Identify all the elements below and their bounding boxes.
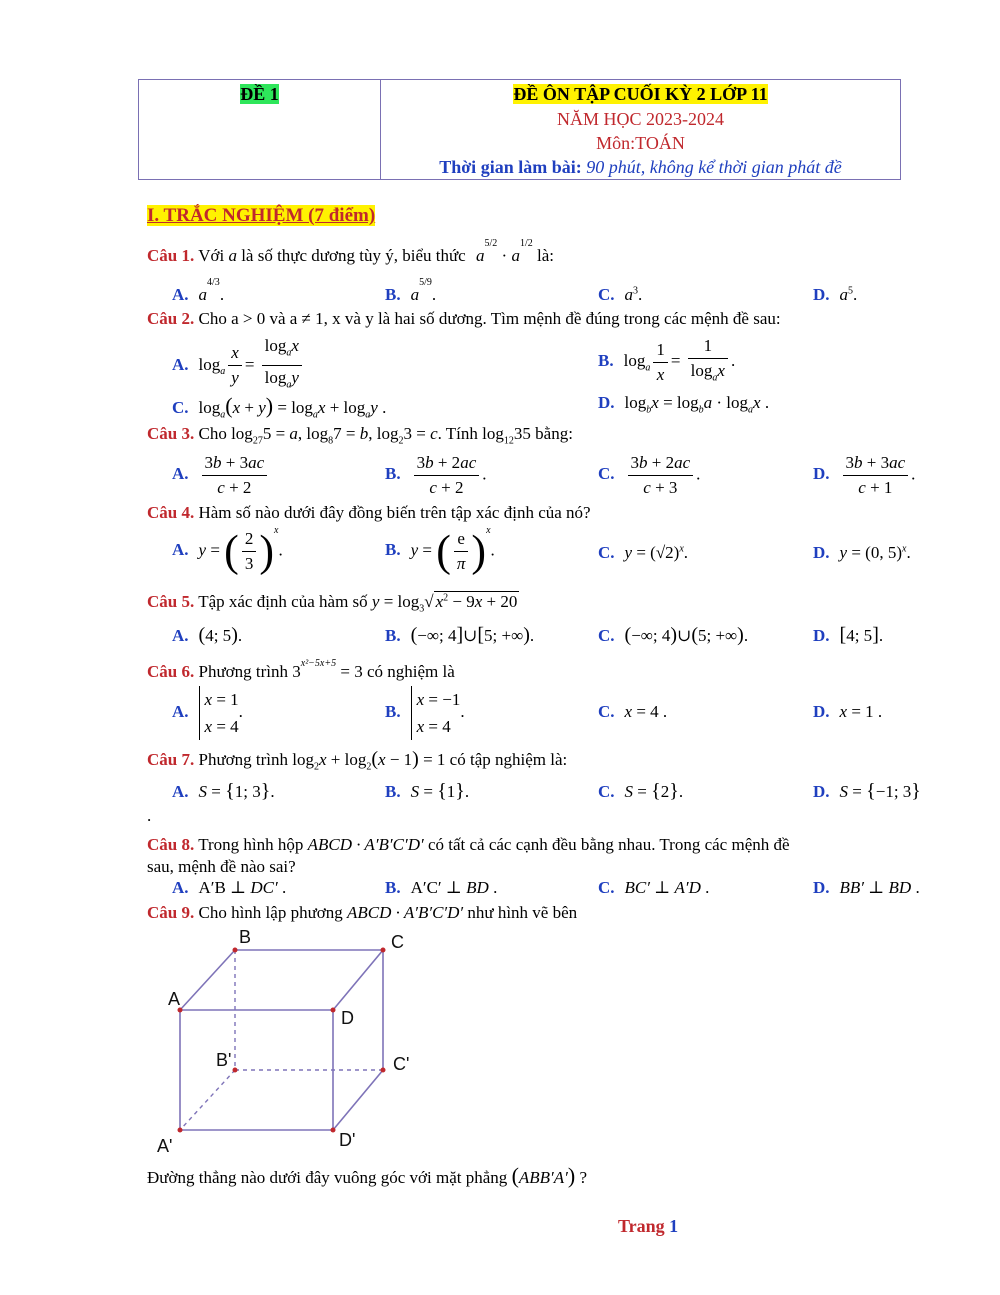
cube-edge-cd bbox=[333, 950, 383, 1010]
q8-option-c[interactable]: C. BC′ ⊥ A′D . bbox=[598, 878, 710, 897]
vertex-a-label: A bbox=[168, 989, 181, 1009]
cube-edge-a1b1-hidden bbox=[180, 1070, 235, 1130]
time-value: 90 phút, không kể thời gian phát đề bbox=[586, 157, 842, 177]
q4-option-d[interactable]: D. y = (0, 5)$^x$. bbox=[813, 543, 911, 562]
question-6: Câu 6. Phương trình $3^{x^2-5x+5} = 3$ có nghiệm là bbox=[147, 658, 455, 681]
question-7: Câu 7. Phương trình $\log_2x + \log_2(x - 1) = 1$ có tập nghiệm là: bbox=[147, 748, 568, 773]
q6-option-d[interactable]: D. x = 1 . bbox=[813, 702, 883, 721]
page-label: Trang bbox=[618, 1216, 665, 1236]
vertex-c-label: C bbox=[391, 932, 404, 952]
cube-edge-ab bbox=[180, 950, 235, 1010]
header-left-cell bbox=[139, 80, 381, 180]
section-heading: I. TRẮC NGHIỆM (7 điểm) bbox=[147, 205, 376, 226]
exam-code: ĐỀ 1 bbox=[240, 84, 279, 104]
q2-option-a[interactable]: A. $\log_a$ $\frac{x}{y}$ = $\frac{\log_ax}{\log_ay}$ bbox=[172, 334, 305, 398]
page-footer bbox=[618, 1216, 678, 1237]
q3-option-c[interactable]: C. $\frac{3b + 2ac}{c + 3}$ . bbox=[598, 453, 701, 497]
stray-dot: . bbox=[147, 806, 152, 825]
q4-option-c[interactable]: C. $y = (√2)^x$. bbox=[598, 543, 689, 562]
q7-option-d[interactable]: D. S = {−1; 3} bbox=[813, 780, 921, 802]
q6-option-c[interactable]: C. x = 4 . bbox=[598, 702, 668, 721]
school-year: NĂM HỌC 2023-2024 bbox=[556, 109, 724, 129]
vertex-c1-label: C' bbox=[393, 1054, 410, 1074]
question-2: Câu 2. Cho a > 0 và a ≠ 1, x và y là hai số dương. Tìm mệnh đề đúng trong các mệnh đề sau: bbox=[147, 309, 781, 328]
q1-option-b[interactable]: B. $a^{5/9}$. bbox=[385, 277, 437, 304]
vertex-a1-label: A' bbox=[157, 1136, 173, 1156]
q6-option-b[interactable]: B.x = −1 x = 4. bbox=[385, 686, 465, 740]
q5-option-c[interactable]: C. (−∞; 4)∪(5; +∞). bbox=[598, 624, 749, 646]
q7-option-c[interactable]: C. S = {2}. bbox=[598, 780, 684, 802]
q1-option-a[interactable]: A. $a^{4/3}$. bbox=[172, 277, 225, 304]
time-label: Thời gian làm bài: bbox=[439, 157, 582, 177]
q3-option-b[interactable]: B. $\frac{3b + 2ac}{c + 2}$ . bbox=[385, 453, 487, 497]
q6-option-a[interactable]: A.x = 1 x = 4. bbox=[172, 686, 243, 740]
q8-option-d[interactable]: D. BB′ ⊥ BD . bbox=[813, 878, 920, 897]
vertex-b-label: B bbox=[239, 927, 252, 947]
q7-option-b[interactable]: B. S = {1}. bbox=[385, 780, 470, 802]
q2-option-c[interactable]: C. $\log_a(x + y) = \log_ax + \log_ay$ . bbox=[172, 393, 387, 421]
q4-option-b[interactable]: B. y = ( $\frac{e}{\pi}$ )$^x$. bbox=[385, 524, 495, 576]
q7-option-a[interactable]: A. S = {1; 3}. bbox=[172, 780, 275, 802]
exam-title: ĐỀ ÔN TẬP CUỐI KỲ 2 LỚP 11 bbox=[513, 84, 768, 104]
page-number: 1 bbox=[669, 1216, 679, 1236]
q5-option-d[interactable]: D. [4; 5]. bbox=[813, 624, 884, 646]
question-5: Câu 5. Tập xác định của hàm số $y = \log_3√$ $x^2 - 9x + 20$ bbox=[147, 592, 518, 615]
question-4: Câu 4. Hàm số nào dưới đây đồng biến trên tập xác định của nó? bbox=[147, 503, 591, 522]
question-1: Câu 1. Với a là số thực dương tùy ý, biểu thức $a^{5/2} \cdot a^{1/2}$ là: bbox=[147, 238, 554, 265]
question-3: Câu 3. Cho $\log_{27}5 = a$, $\log_87 = b$, $\log_23 = c$. Tính $\log_{12}35$ bằng: bbox=[147, 424, 573, 447]
q1-option-c[interactable]: C. $a^3$. bbox=[598, 285, 643, 304]
q5-option-a[interactable]: A. (4; 5). bbox=[172, 624, 243, 646]
q3-option-d[interactable]: D. $\frac{3b + 3ac}{c + 1}$ . bbox=[813, 453, 916, 497]
question-9: Câu 9. Cho hình lập phương ABCD · A′B′C′D′ như hình vẽ bên bbox=[147, 903, 578, 922]
vertex-d1-label: D' bbox=[339, 1130, 356, 1150]
cube-figure bbox=[150, 925, 430, 1160]
header-table bbox=[138, 79, 901, 180]
vertex-d-label: D bbox=[341, 1008, 354, 1028]
q1-option-d[interactable]: D. $a^5$. bbox=[813, 285, 858, 304]
cube-edge-d1c1 bbox=[333, 1070, 383, 1130]
header-right-cell bbox=[381, 80, 901, 180]
q2-option-b[interactable]: B. $\log_a$ $\frac{1}{x}$ = $\frac{1}{\log_ax}$ . bbox=[598, 336, 736, 384]
q2-option-d[interactable]: D. $\log_bx = \log_ba \cdot \log_ax$ . bbox=[598, 393, 770, 416]
q5-option-b[interactable]: B. (−∞; 4]∪[5; +∞). bbox=[385, 624, 535, 646]
q4-option-a[interactable]: A. y = ( $\frac{2}{3}$ )$^x$. bbox=[172, 524, 283, 576]
vertex-b1-label: B' bbox=[216, 1050, 232, 1070]
q3-option-a[interactable]: A. $\frac{3b + 3ac}{c + 2}$ bbox=[172, 451, 270, 500]
question-9-text: Đường thẳng nào dưới đây vuông góc với mặt phẳng (ABB′A′) ? bbox=[147, 1163, 587, 1188]
question-8: Câu 8. Trong hình hộp ABCD · A′B′C′D′ có tất cả các cạnh đều bằng nhau. Trong các mệnh đề sau, mệnh đề nào sai? bbox=[147, 835, 790, 876]
subject: Môn:TOÁN bbox=[596, 133, 685, 153]
q8-option-a[interactable]: A. A′B ⊥ DC′ . bbox=[172, 878, 287, 897]
q8-option-b[interactable]: B. A′C′ ⊥ BD . bbox=[385, 878, 498, 897]
